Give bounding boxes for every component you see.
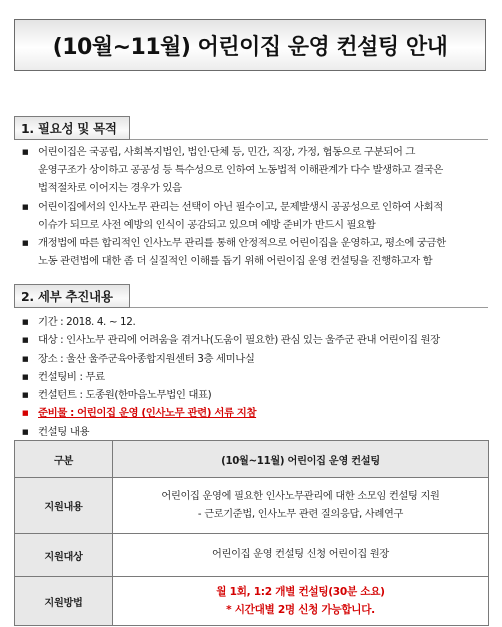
- row-value: [113, 478, 489, 534]
- list-item: [20, 234, 492, 252]
- table-header-cell: 구분: [15, 441, 113, 478]
- item-fee: 컨설팅비 : 무료: [38, 370, 105, 383]
- square-bullet-icon: ■: [22, 239, 29, 248]
- square-bullet-icon: ■: [22, 336, 29, 345]
- section-1-heading: 1. 필요성 및 목적: [21, 121, 117, 136]
- consulting-table: [14, 440, 489, 626]
- square-bullet-icon: ■: [22, 391, 29, 400]
- section-2-heading-box: [14, 284, 130, 308]
- text-line: 개정법에 따른 합리적인 인사노무 관리를 통해 안정적으로 어린이집을 운영하고, 평소에 궁금한: [38, 237, 446, 250]
- section-2-divider: [130, 307, 488, 308]
- page-title: (10월~11월) 어린이집 운영 컨설팅 안내: [52, 34, 448, 60]
- text-line: 월 1회, 1:2 개별 컨설팅(30분 소요): [216, 586, 385, 598]
- list-item: [20, 350, 492, 368]
- item-content: 컨설팅 내용: [38, 425, 90, 438]
- text-line: - 근로기준법, 인사노무 관련 질의응답, 사례연구: [197, 508, 404, 520]
- square-bullet-icon: ■: [22, 318, 29, 326]
- section-1-heading-box: [14, 116, 130, 140]
- text-line: 어린이집은 국공립, 사회복지법인, 법인·단체 등, 민간, 직장, 가정, 협동으로 구분되어 그: [38, 146, 416, 158]
- list-item: [20, 423, 492, 441]
- row-label: 지원대상: [15, 534, 113, 577]
- text-line: 어린이집 운영 컨설팅 신청 어린이집 원장: [212, 549, 389, 560]
- square-bullet-icon: ■: [22, 409, 29, 418]
- item-period: 기간 : 2018. 4. ~ 12.: [38, 316, 136, 328]
- list-item: [20, 198, 492, 216]
- item-supplies: 준비물 : 어린이집 운영 (인사노무 관련) 서류 지참: [38, 407, 257, 420]
- square-bullet-icon: ■: [22, 427, 29, 436]
- list-item: [20, 313, 492, 331]
- square-bullet-icon: ■: [22, 148, 29, 156]
- section-1-divider: [130, 139, 488, 140]
- square-bullet-icon: ■: [22, 202, 29, 211]
- list-item-cont: [20, 179, 492, 197]
- list-item: [20, 386, 492, 404]
- row-label: 지원방법: [15, 577, 113, 626]
- item-target: 대상 : 인사노무 관리에 어려움을 겪거나(도움이 필요한) 관심 있는 울주군 관내 어린이집 원장: [38, 334, 440, 347]
- text-line: 운영구조가 상이하고 공공성 등 특수성으로 인하여 노동법적 이해관계가 다수 발생하고 결국은: [38, 164, 443, 177]
- text-line: 노동 관련법에 대한 좀 더 실질적인 이해를 돕기 위해 어린이집 운영 컨설팅을 진행하고자 함: [38, 255, 433, 268]
- text-line: 어린이집에서의 인사노무 관리는 선택이 아닌 필수이고, 문제발생시 공공성으로 인하여 사회적: [38, 200, 443, 213]
- list-item: [20, 143, 492, 161]
- table-header-cell: (10월~11월) 어린이집 운영 컨설팅: [113, 441, 489, 478]
- square-bullet-icon: ■: [22, 354, 29, 363]
- table-row: [15, 478, 489, 534]
- table-row: [15, 577, 489, 626]
- list-item: [20, 404, 492, 422]
- item-place: 장소 : 울산 울주군육아종합지원센터 3층 세미나실: [38, 352, 255, 365]
- list-item-cont: [20, 216, 492, 234]
- text-line: 어린이집 운영에 필요한 인사노무관리에 대한 소모임 컨설팅 지원: [161, 490, 440, 502]
- list-item-cont: [20, 161, 492, 179]
- section-2-heading: 2. 세부 추진내용: [21, 289, 113, 304]
- list-item: [20, 331, 492, 349]
- list-item-cont: [20, 252, 492, 270]
- table-row: [15, 534, 489, 577]
- text-line: 이슈가 되므로 사전 예방의 인식이 공감되고 있으며 예방 준비가 반드시 필요함: [38, 218, 376, 231]
- table-header-row: [15, 441, 489, 478]
- square-bullet-icon: ■: [22, 372, 29, 381]
- list-item: [20, 368, 492, 386]
- text-line: 법적절차로 이어지는 경우가 있음: [38, 182, 182, 195]
- section-2-list: [20, 313, 492, 441]
- row-value: [113, 577, 489, 626]
- page-title-box: [14, 19, 486, 71]
- item-consultant: 컨설턴트 : 도종원(한마음노무법인 대표): [38, 389, 212, 402]
- row-value: [113, 534, 489, 577]
- text-line: * 시간대별 2명 신청 가능합니다.: [226, 604, 375, 616]
- section-1-body: [20, 143, 492, 270]
- row-label: 지원내용: [15, 478, 113, 534]
